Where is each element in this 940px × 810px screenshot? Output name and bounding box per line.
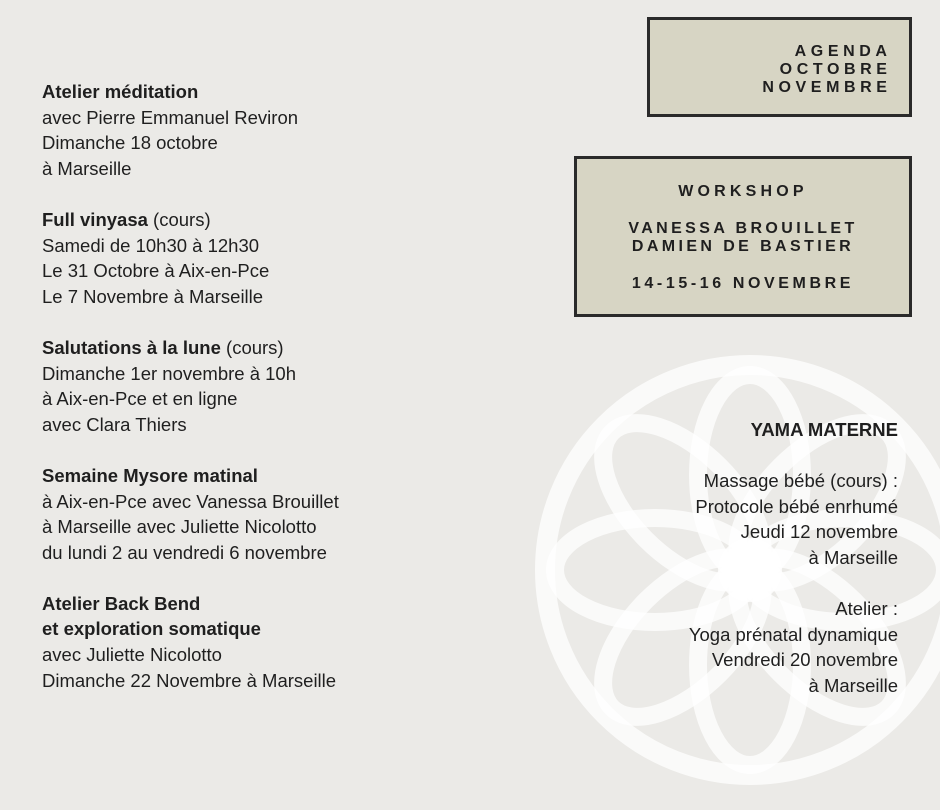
event-detail: Le 7 Novembre à Marseille	[42, 285, 264, 307]
event-semaine-mysore	[42, 463, 502, 565]
event-detail: du lundi 2 au vendredi 6 novembre	[42, 541, 327, 563]
event-title: Full vinyasa	[42, 208, 148, 230]
yama-line: à Marseille	[808, 546, 898, 568]
event-detail: à Aix-en-Pce avec Vanessa Brouillet	[42, 490, 339, 512]
yama-line: Jeudi 12 novembre	[740, 521, 898, 543]
agenda-month: OCTOBRE	[779, 61, 892, 78]
yama-atelier-block	[578, 596, 898, 698]
event-title: Salutations à la lune	[42, 336, 221, 358]
yama-line: Protocole bébé enrhumé	[695, 495, 898, 517]
agenda-title: AGENDA	[794, 43, 892, 60]
events-list	[42, 79, 502, 719]
workshop-box	[574, 156, 912, 317]
yama-massage-block	[578, 468, 898, 570]
event-detail: Samedi de 10h30 à 12h30	[42, 234, 260, 256]
workshop-teacher: VANESSA BROUILLET	[628, 220, 858, 237]
yama-materne-section	[578, 417, 898, 724]
event-title: Atelier Back Bend	[42, 592, 201, 614]
yama-line: à Marseille	[808, 674, 898, 696]
event-detail: Dimanche 18 octobre	[42, 132, 218, 154]
event-detail: à Marseille avec Juliette Nicolotto	[42, 516, 317, 538]
event-title-line2: et exploration somatique	[42, 618, 261, 640]
yama-line: Vendredi 20 novembre	[711, 649, 898, 671]
workshop-dates: 14-15-16 NOVEMBRE	[631, 275, 855, 292]
event-detail: avec Clara Thiers	[42, 413, 187, 435]
workshop-teacher: DAMIEN DE BASTIER	[631, 238, 855, 255]
event-salutations-lune	[42, 335, 502, 437]
event-title: Atelier méditation	[42, 81, 199, 102]
event-full-vinyasa	[42, 207, 502, 309]
yama-heading: YAMA MATERNE	[750, 419, 898, 440]
event-detail: à Aix-en-Pce et en ligne	[42, 388, 238, 410]
yama-line: Yoga prénatal dynamique	[688, 623, 898, 645]
workshop-teachers	[577, 220, 909, 256]
event-atelier-back-bend	[42, 591, 502, 693]
event-atelier-meditation	[42, 79, 502, 181]
event-detail: Le 31 Octobre à Aix-en-Pce	[42, 260, 270, 282]
agenda-month: NOVEMBRE	[762, 79, 892, 96]
event-detail: Dimanche 22 Novembre à Marseille	[42, 669, 337, 691]
event-title: Semaine Mysore matinal	[42, 464, 258, 486]
workshop-label: WORKSHOP	[678, 183, 808, 200]
yama-line: Massage bébé (cours) :	[703, 470, 898, 492]
event-detail: avec Pierre Emmanuel Reviron	[42, 106, 299, 128]
event-suffix: (cours)	[147, 208, 211, 230]
event-detail: à Marseille	[42, 157, 132, 179]
event-suffix: (cours)	[220, 336, 284, 358]
yama-line: Atelier :	[835, 598, 898, 620]
event-detail: avec Juliette Nicolotto	[42, 644, 222, 666]
event-detail: Dimanche 1er novembre à 10h	[42, 362, 297, 384]
agenda-header-box	[647, 17, 912, 117]
